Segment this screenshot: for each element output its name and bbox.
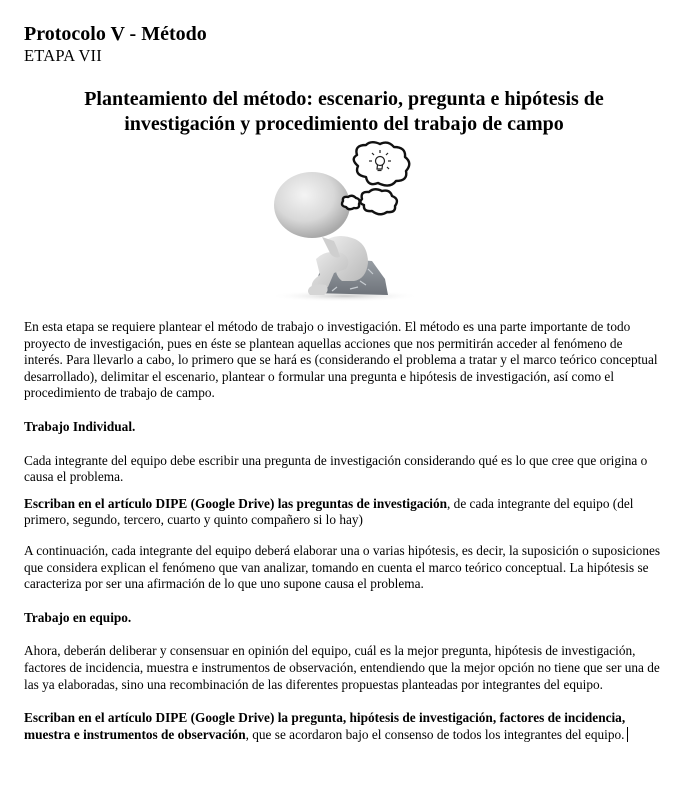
intro-paragraph: En esta etapa se requiere plantear el método de trabajo o investigación. El método es una parte importante de todo proyecto de investigación, pues en éste se plantean aquellas acciones que nos permitirán acceder al fenómeno de interés. Para llevarlo a cabo, lo primero que se hará es (considerando el problema a tratar y el marco teórico conceptual desarrollado), delimitar el escenario, plantear o formular una pregunta e hipótesis de investigación, así como el procedimiento de trabajo de campo.: [24, 319, 658, 401]
team-paragraph-deliberate: Ahora, deberán deliberar y consensuar en opinión del equipo, cuál es la mejor pregunta, hipótesis de investigación, factores de incidencia, muestra e instrumentos de observación, entendiendo que la mejor opción no tiene que ser una de las ya elaboradas, sino una recombinación de las diferentes propuestas planteadas por integrantes del equipo.: [24, 643, 660, 692]
main-heading-line2: investigación y procedimiento del trabajo de campo: [124, 113, 564, 135]
individual-paragraph-question: Cada integrante del equipo debe escribir una pregunta de investigación considerando qué es lo que cree que origina o causa el problema.: [24, 452, 648, 485]
thinker-figure-icon: [274, 172, 368, 295]
thought-bubble-icon: [342, 142, 409, 214]
document-subtitle: ETAPA VII: [24, 46, 102, 65]
drive-instruction-rest: , de cada integrante del equipo (del primero, segundo, tercero, cuarto y quinto compañero si lo hay): [24, 495, 634, 528]
text-cursor: [627, 727, 628, 742]
team-paragraph-drive-instructions[interactable]: [24, 710, 664, 743]
team-drive-instruction-bold: Escriban en el artículo DIPE (Google Drive) la pregunta, hipótesis de investigación, factores de incidencia, muestra e instrumentos de observación: [24, 710, 626, 742]
main-heading-line1: Planteamiento del método: escenario, pregunta e hipótesis de: [84, 88, 604, 110]
heading-individual-work: Trabajo Individual.: [24, 418, 136, 434]
individual-paragraph-drive-instructions: [24, 496, 664, 529]
main-heading: [24, 87, 664, 137]
heading-team-work: Trabajo en equipo.: [24, 609, 132, 625]
individual-paragraph-hypothesis: A continuación, cada integrante del equipo deberá elaborar una o varias hipótesis, es decir, la suposición o suposiciones que considera explican el fenómeno que van analizar, tomando en cuenta el marco teórico conceptual. La hipótesis se caracteriza por ser una afirmación de lo que uno supone causa el problema.: [24, 542, 661, 592]
document-page: [24, 22, 664, 743]
drive-instruction-bold: Escriban en el artículo DIPE (Google Drive) las preguntas de investigación: [24, 495, 448, 511]
document-title: Protocolo V - Método: [24, 23, 207, 45]
team-drive-instruction-rest: , que se acordaron bajo el consenso de todos los integrantes del equipo.: [245, 726, 625, 742]
thinker-illustration: [250, 141, 450, 311]
thinker-head: [274, 172, 350, 238]
